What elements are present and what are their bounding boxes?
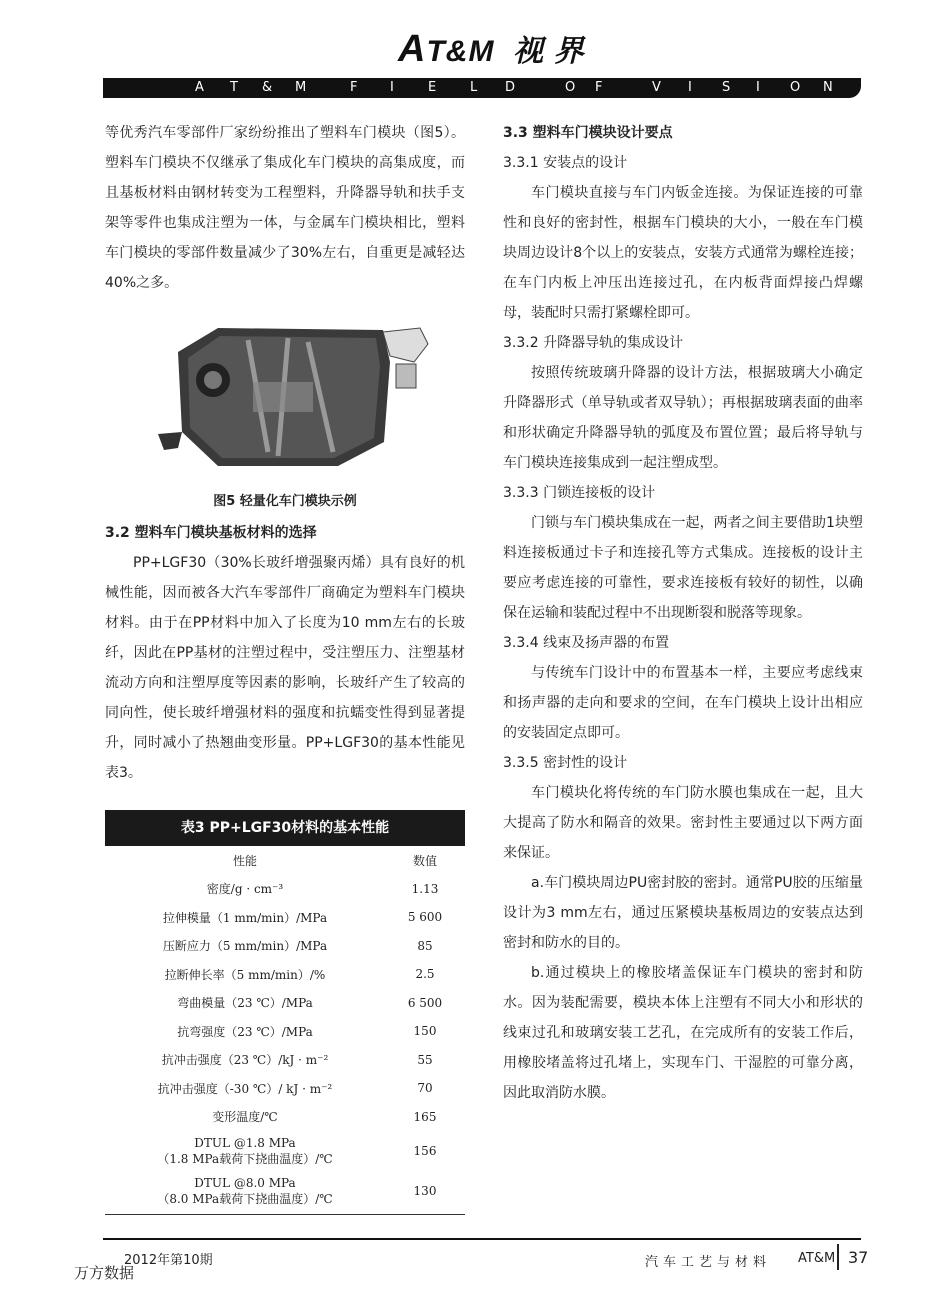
property-line: （8.0 MPa载荷下挠曲温度）/℃ <box>157 1192 333 1206</box>
banner-letter: F <box>595 80 603 95</box>
table-title: 表3 PP+LGF30材料的基本性能 <box>105 810 465 846</box>
banner-letter: S <box>722 80 731 95</box>
banner-letter: I <box>756 80 760 95</box>
table-row <box>105 903 465 932</box>
footer-rule <box>103 1238 861 1240</box>
table-row <box>105 875 465 904</box>
value-cell: 150 <box>413 1024 437 1039</box>
table-header-row <box>105 846 465 875</box>
journal-brand: AT&M <box>798 1251 836 1266</box>
property-cell: 抗冲击强度（23 ℃）/kJ · m⁻² <box>161 1053 329 1068</box>
section-3-2 <box>105 518 465 788</box>
value-cell: 6 500 <box>407 995 443 1010</box>
section-3-3-2-body: 按照传统玻璃升降器的设计方法，根据玻璃大小确定升降器形式（单导轨或者双导轨）；再根据玻璃表面的曲率和形状确定升降器导轨的弧度及布置位置；最后将导轨与车门模块连接集成到一起注塑成型。 <box>503 365 863 471</box>
watermark: 万方数据 <box>74 1264 135 1282</box>
banner-letter: D <box>505 80 516 95</box>
table-header-cell: 数值 <box>412 853 437 868</box>
right-column <box>503 118 863 1108</box>
section-banner <box>103 78 861 98</box>
property-cell: 变形温度/℃ <box>212 1110 278 1125</box>
table-row <box>105 1103 465 1132</box>
properties-table <box>105 846 465 1211</box>
value-cell: 1.13 <box>411 881 439 896</box>
value-cell: 130 <box>413 1184 437 1198</box>
banner-letter: V <box>652 80 661 95</box>
page-number: 37 <box>848 1248 869 1267</box>
journal-name: 汽车工艺与材料 <box>645 1255 772 1270</box>
section-3-3-5-item-b: b.通过模块上的橡胶堵盖保证车门模块的密封和防水。因为装配需要，模块本体上注塑有不同大小和形状的线束过孔和玻璃安装工艺孔，在完成所有的安装工作后，用橡胶堵盖将过孔堵上，实现车门、干湿腔的可靠分离，因此取消防水膜。 <box>503 965 863 1101</box>
section-3-2-title: 3.2 塑料车门模块基板材料的选择 <box>105 525 317 541</box>
banner-letter: E <box>428 80 437 95</box>
property-cell: 抗冲击强度（-30 ℃）/ kJ · m⁻² <box>157 1081 333 1096</box>
value-cell: 70 <box>417 1081 433 1096</box>
section-3-3-4-body: 与传统车门设计中的布置基本一样，主要应考虑线束和扬声器的走向和要求的空间，在车门模块上设计出相应的安装固定点即可。 <box>503 665 863 741</box>
property-cell: 拉伸模量（1 mm/min）/MPa <box>162 910 328 925</box>
value-cell: 2.5 <box>415 967 435 982</box>
table-row <box>105 1074 465 1103</box>
banner-letter: T <box>230 80 238 95</box>
value-cell: 5 600 <box>407 910 443 925</box>
banner-letter: I <box>688 80 692 95</box>
value-cell: 55 <box>417 1052 433 1067</box>
table-row <box>105 1046 465 1075</box>
table-bottom-rule <box>105 1214 465 1215</box>
table-header-cell: 性能 <box>232 853 257 868</box>
value-cell: 156 <box>413 1144 437 1158</box>
section-3-3-title: 3.3 塑料车门模块设计要点 <box>503 125 673 141</box>
property-line: DTUL @8.0 MPa <box>194 1176 296 1190</box>
section-3-3-1-title: 3.3.1 安装点的设计 <box>503 155 628 171</box>
section-3-3-2-title: 3.3.2 升降器导轨的集成设计 <box>503 335 684 351</box>
banner-letter: A <box>195 80 204 95</box>
banner-letter: O <box>790 80 801 95</box>
journal-logo: AT&M 视 界 <box>398 28 585 70</box>
value-cell: 165 <box>413 1109 437 1124</box>
table-row <box>105 1171 465 1211</box>
figure-caption: 图5 轻量化车门模块示例 <box>213 494 357 509</box>
property-line: DTUL @1.8 MPa <box>194 1136 296 1150</box>
property-cell: 弯曲模量（23 ℃）/MPa <box>177 996 313 1011</box>
property-cell: 抗弯强度（23 ℃）/MPa <box>177 1024 313 1039</box>
table-row <box>105 989 465 1018</box>
section-3-3-3-title: 3.3.3 门锁连接板的设计 <box>503 485 656 501</box>
banner-letter: L <box>470 80 478 95</box>
property-line: （1.8 MPa载荷下挠曲温度）/℃ <box>157 1152 333 1166</box>
banner-letter: N <box>823 80 833 95</box>
table-row <box>105 1017 465 1046</box>
table-row <box>105 932 465 961</box>
value-cell: 85 <box>417 938 433 953</box>
section-3-2-body: PP+LGF30（30%长玻纤增强聚丙烯）具有良好的机械性能，因而被各大汽车零部件厂商确定为塑料车门模块材料。由于在PP材料中加入了长度为10 mm左右的长玻纤，因此在PP基材的注塑过程中，受注塑压力、注塑基材流动方向和注塑厚度等因素的影响，长玻纤产生了较高的同向性，使长玻纤增强材料的强度和抗蠕变性得到显著提升，同时减小了热翘曲变形量。PP+LGF30的基本性能见表3。 <box>105 555 465 781</box>
section-3-3-5-item-a: a.车门模块周边PU密封胶的密封。通常PU胶的压缩量设计为3 mm左右，通过压紧模块基板周边的安装点达到密封和防水的目的。 <box>503 875 863 951</box>
footer-separator <box>837 1244 839 1270</box>
banner-letter: M <box>295 80 307 95</box>
door-module-photo <box>158 322 438 470</box>
section-3-3-5-title: 3.3.5 密封性的设计 <box>503 755 628 771</box>
banner-letter: F <box>350 80 358 95</box>
banner-letter: & <box>262 80 273 95</box>
property-cell <box>105 1171 385 1211</box>
section-3-3-3-body: 门锁与车门模块集成在一起，两者之间主要借助1块塑料连接板通过卡子和连接孔等方式集成。连接板的设计主要应考虑连接的可靠性，要求连接板有较好的韧性，以确保在运输和装配过程中不出现断裂和脱落等现象。 <box>503 515 863 621</box>
banner-letter: I <box>390 80 394 95</box>
table-row <box>105 960 465 989</box>
banner-letter: O <box>565 80 576 95</box>
property-cell <box>105 1131 385 1171</box>
property-cell: 拉断伸长率（5 mm/min）/% <box>164 967 326 982</box>
issue-label: 2012年第10期 <box>124 1253 213 1268</box>
section-3-3-5-body: 车门模块化将传统的车门防水膜也集成在一起，且大大提高了防水和隔音的效果。密封性主要通过以下两方面来保证。 <box>503 785 863 861</box>
intro-paragraph: 等优秀汽车零部件厂家纷纷推出了塑料车门模块（图5）。塑料车门模块不仅继承了集成化车门模块的高集成度，而且基板材料由钢材转变为工程塑料，升降器导轨和扶手支架等零件也集成注塑为一体，与金属车门模块相比，塑料车门模块的零部件数量减少了30%左右，自重更是减轻达40%之多。 <box>105 125 465 291</box>
section-3-3-4-title: 3.3.4 线束及扬声器的布置 <box>503 635 670 651</box>
property-cell: 密度/g · cm⁻³ <box>206 882 284 897</box>
table-row <box>105 1131 465 1171</box>
section-3-3-1-body: 车门模块直接与车门内钣金连接。为保证连接的可靠性和良好的密封性，根据车门模块的大小，一般在车门模块周边设计8个以上的安装点，安装方式通常为螺栓连接；在车门内板上冲压出连接过孔，在内板背面焊接凸焊螺母，装配时只需打紧螺栓即可。 <box>503 185 863 321</box>
property-cell: 压断应力（5 mm/min）/MPa <box>162 939 328 954</box>
left-column <box>105 118 465 298</box>
